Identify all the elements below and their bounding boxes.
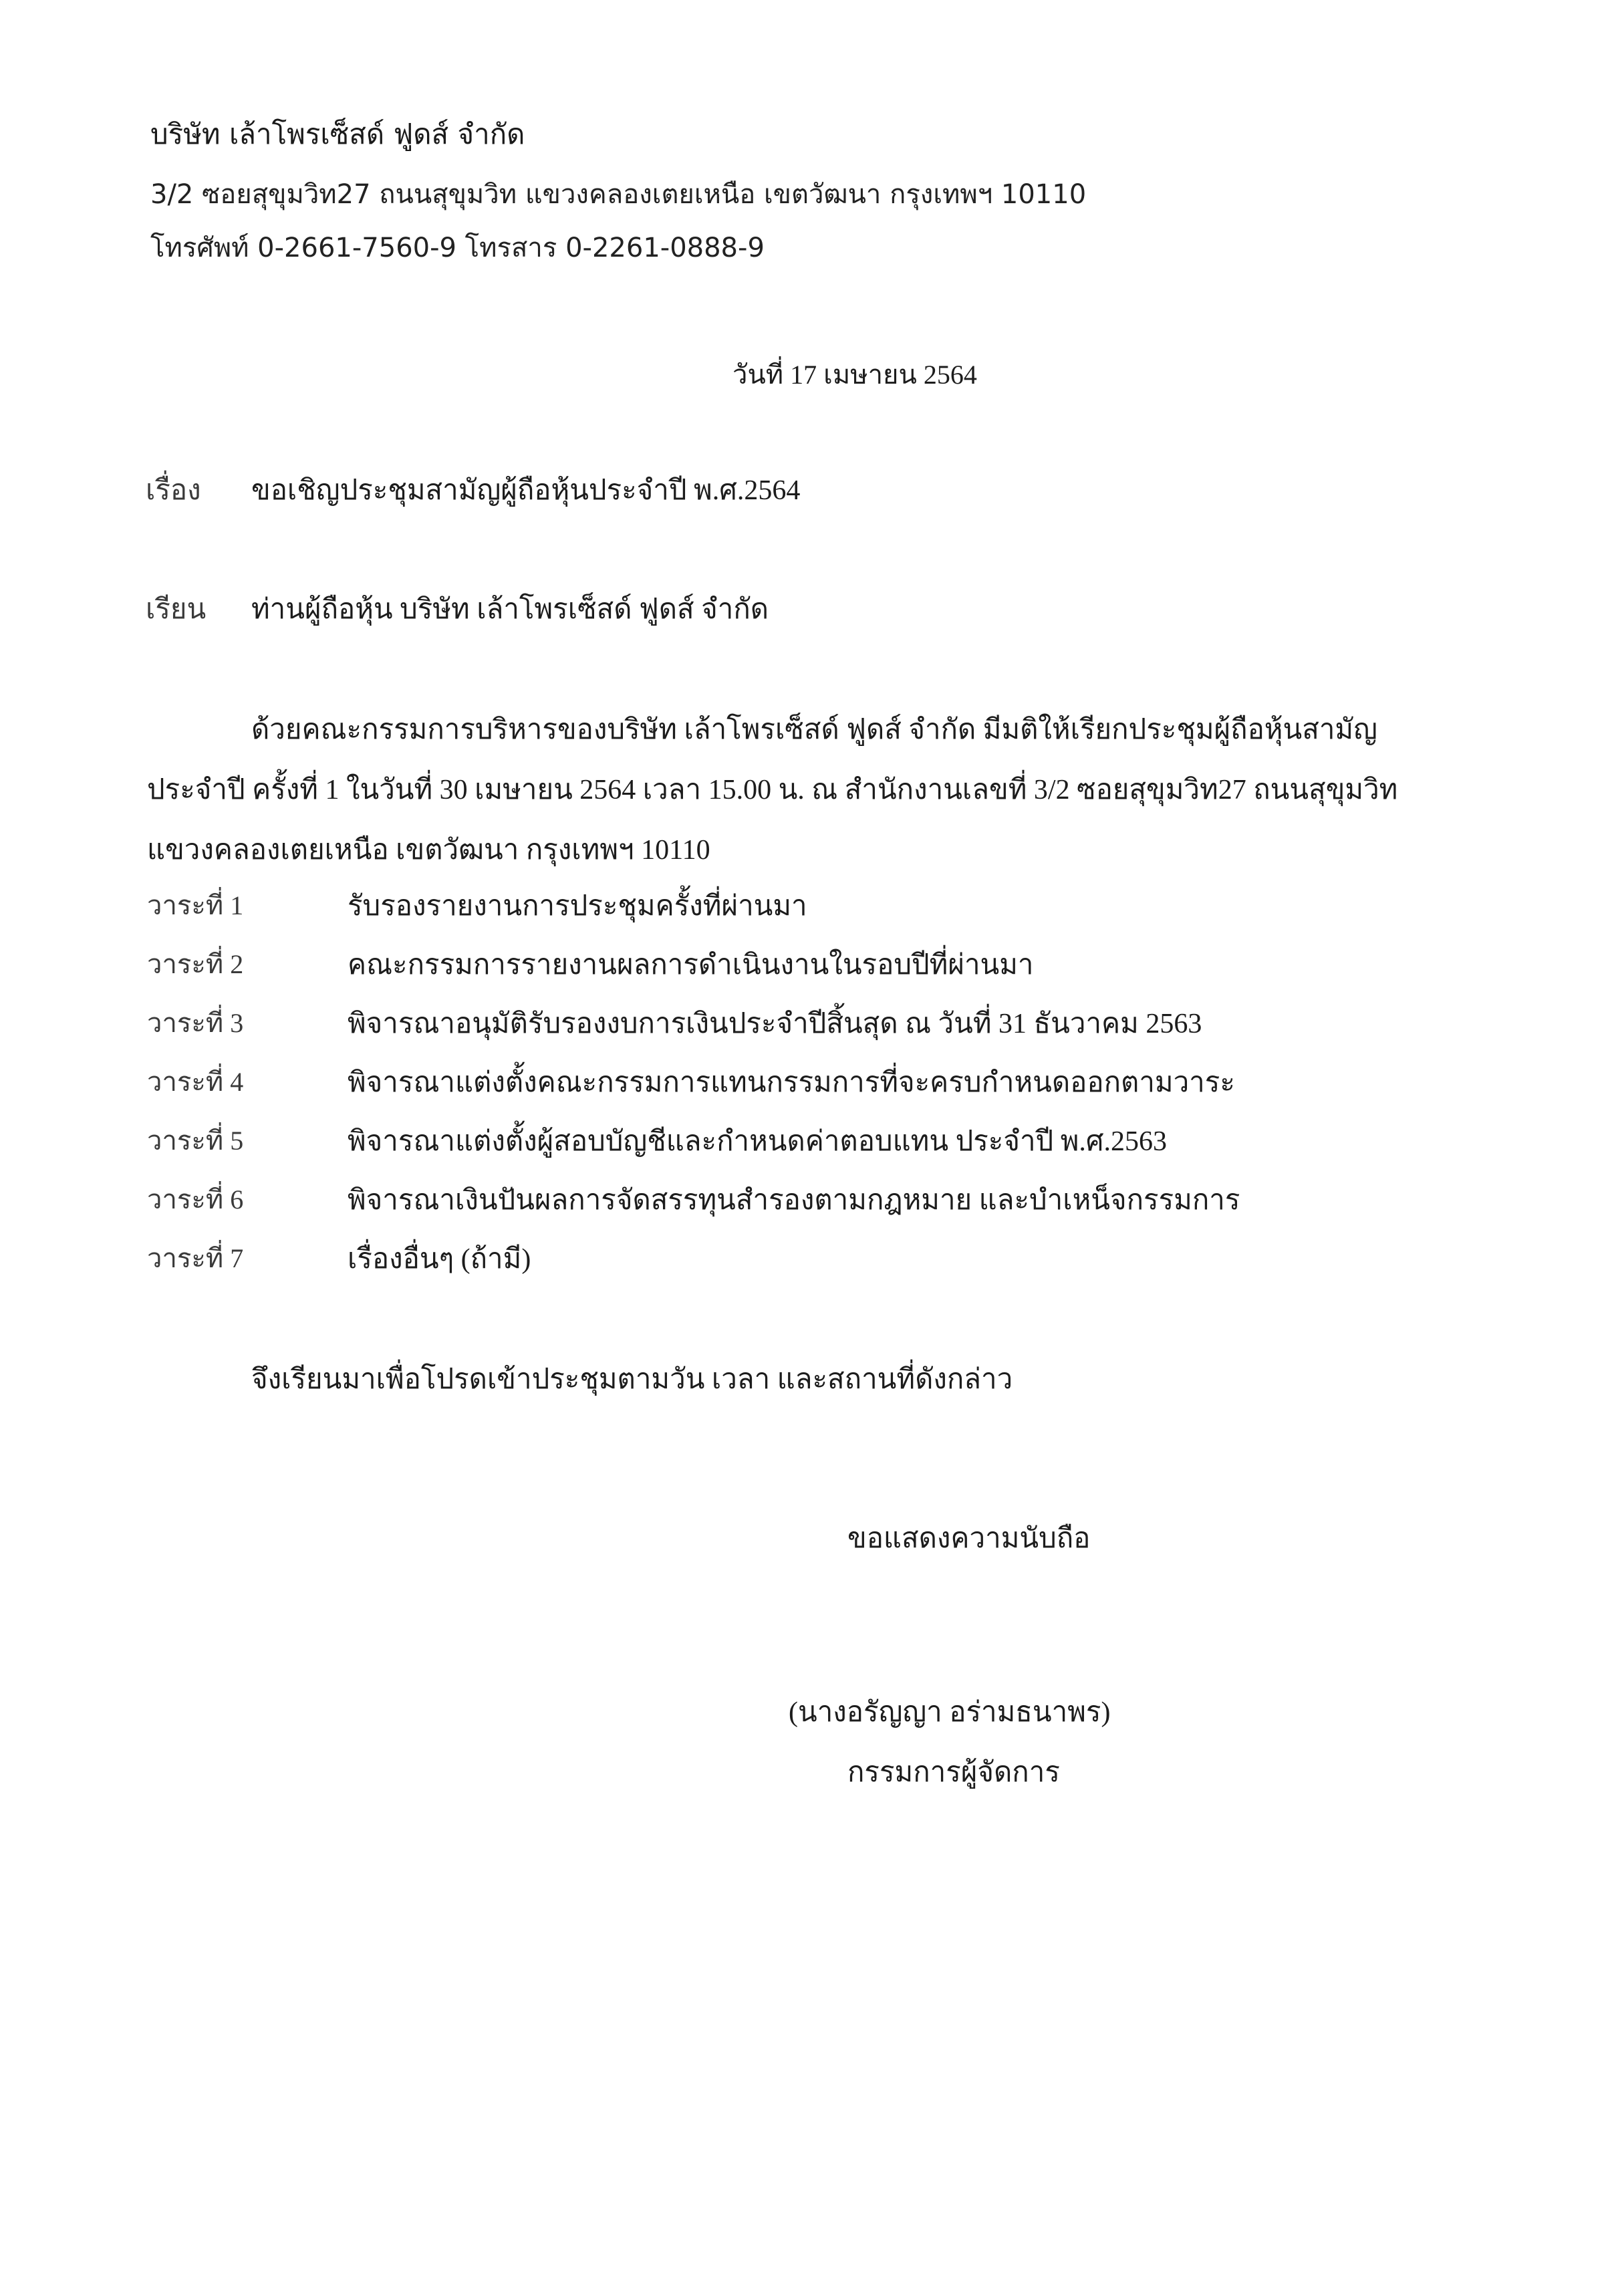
agenda-label: วาระที่ 1 xyxy=(147,890,244,920)
agenda-text: รับรองรายงานการประชุมครั้งที่ผ่านมา xyxy=(348,891,807,922)
agenda-label: วาระที่ 6 xyxy=(147,1184,244,1215)
company-address: 3/2 ซอยสุขุมวิท27 ถนนสุขุมวิท แขวงคลองเตยเหนือ เขตวัฒนา กรุงเทพฯ 10110 xyxy=(150,179,1087,210)
agenda-item xyxy=(147,1237,1450,1283)
body-paragraph-line-1: ด้วยคณะกรรมการบริหารของบริษัท เล้าโพรเซ็สด์ ฟูดส์ จำกัด มีมติให้เรียกประชุมผู้ถือหุ้นสามัญ xyxy=(251,715,1377,745)
body-paragraph-line-2: ประจำปี ครั้งที่ 1 ในวันที่ 30 เมษายน 2564 เวลา 15.00 น. ณ สำนักงานเลขที่ 3/2 ซอยสุขุมวิท27 ถนนสุขุมวิท xyxy=(147,775,1398,805)
agenda-label: วาระที่ 7 xyxy=(147,1243,244,1273)
letter-date: วันที่ 17 เมษายน 2564 xyxy=(732,360,977,390)
regards-line: ขอแสดงความนับถือ xyxy=(847,1523,1091,1554)
agenda-label: วาระที่ 2 xyxy=(147,949,244,979)
agenda-item xyxy=(147,1119,1450,1166)
body-paragraph-line-3: แขวงคลองเตยเหนือ เขตวัฒนา กรุงเทพฯ 10110 xyxy=(147,835,710,866)
agenda-item xyxy=(147,884,1450,930)
agenda-text: พิจารณาเงินปันผลการจัดสรรทุนสำรองตามกฎหมาย และบำเหน็จกรรมการ xyxy=(348,1185,1240,1216)
company-phone-fax: โทรศัพท์ 0-2661-7560-9 โทรสาร 0-2261-0888-9 xyxy=(150,233,765,263)
agenda-item xyxy=(147,1060,1450,1107)
closing-statement: จึงเรียนมาเพื่อโปรดเข้าประชุมตามวัน เวลา และสถานที่ดังกล่าว xyxy=(251,1364,1013,1395)
company-name: บริษัท เล้าโพรเซ็สด์ ฟูดส์ จำกัด xyxy=(150,118,525,150)
agenda-item xyxy=(147,1001,1450,1048)
subject-text: ขอเชิญประชุมสามัญผู้ถือหุ้นประจำปี พ.ศ.2564 xyxy=(251,475,801,506)
agenda-label: วาระที่ 5 xyxy=(147,1126,244,1156)
agenda-text: พิจารณาแต่งตั้งคณะกรรมการแทนกรรมการที่จะครบกำหนดออกตามวาระ xyxy=(348,1067,1235,1098)
agenda-text: พิจารณาอนุมัติรับรองงบการเงินประจำปีสิ้นสุด ณ วันที่ 31 ธันวาคม 2563 xyxy=(348,1009,1202,1039)
subject-label: เรื่อง xyxy=(146,475,201,506)
agenda-label: วาระที่ 4 xyxy=(147,1067,244,1097)
signer-title: กรรมการผู้จัดการ xyxy=(847,1757,1060,1788)
recipient-label: เรียน xyxy=(146,594,207,625)
agenda-item xyxy=(147,1178,1450,1225)
recipient-text: ท่านผู้ถือหุ้น บริษัท เล้าโพรเซ็สด์ ฟูดส์ จำกัด xyxy=(251,594,769,625)
agenda-label: วาระที่ 3 xyxy=(147,1008,244,1038)
agenda-text: พิจารณาแต่งตั้งผู้สอบบัญชีและกำหนดค่าตอบแทน ประจำปี พ.ศ.2563 xyxy=(348,1126,1168,1157)
agenda-text: เรื่องอื่นๆ (ถ้ามี) xyxy=(348,1244,531,1275)
agenda-text: คณะกรรมการรายงานผลการดำเนินงานในรอบปีที่ผ่านมา xyxy=(348,950,1034,981)
signer-name: (นางอรัญญา อร่ามธนาพร) xyxy=(789,1697,1111,1728)
agenda-item xyxy=(147,942,1450,989)
